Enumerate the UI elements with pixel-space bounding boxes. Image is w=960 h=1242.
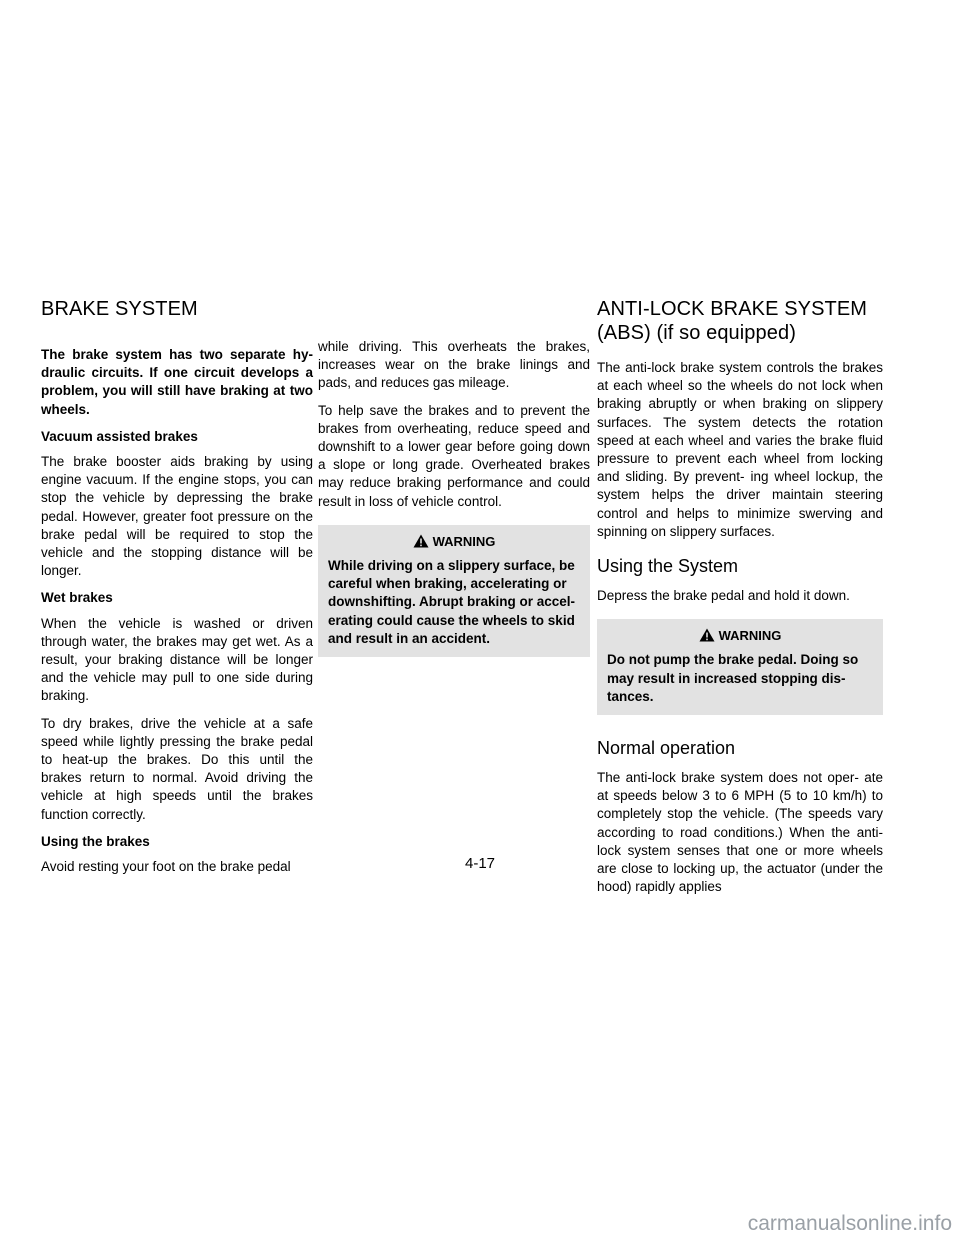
warning-triangle-icon [413, 534, 429, 548]
warning-text: While driving on a slippery surface, be careful when braking, accelerating or downshifting. Abrupt braking or accel- erating could cause the wheels to skid and result in an accident. [328, 558, 576, 646]
paragraph-wet-brakes: When the vehicle is washed or driven through water, the brakes may get wet. As a result, your braking distance will be longer and the vehicle may pull to one side during braking. [41, 615, 313, 704]
paragraph-normal-operation: The anti-lock brake system does not oper- ate at speeds below 3 to 6 MPH (5 to 10 km/h) to completely stop the vehicle. (The speeds vary according to road conditions.) When the anti-lock system senses that one or more wheels are close to locking up, the actuator (under the hood) rapidly applies [597, 770, 883, 895]
warning-triangle-icon [699, 628, 715, 642]
heading-wet-brakes: Wet brakes [41, 590, 113, 606]
subheading-using-the-system: Using the System [597, 556, 739, 577]
watermark: carmanualsonline.info [747, 1212, 952, 1235]
section-title-abs: ANTI-LOCK BRAKE SYSTEM (ABS) (if so equipped) [597, 298, 868, 344]
warning-header [328, 533, 580, 551]
paragraph-brake-booster: The brake booster aids braking by using engine vacuum. If the engine stops, you can stop the vehicle by depressing the brake pedal. However, greater foot pressure on the brake pedal will be required to stop the vehicle and the stopping distance will be longer. [41, 454, 313, 579]
intro-paragraph: The brake system has two separate hy- draulic circuits. If one circuit develops a problem, you will still have braking at two wheels. [41, 347, 313, 417]
page-number: 4-17 [464, 855, 496, 872]
warning-box-slippery [318, 525, 590, 657]
heading-vacuum-assisted-brakes: Vacuum assisted brakes [41, 428, 198, 444]
heading-using-the-brakes: Using the brakes [41, 833, 150, 849]
warning-text: Do not pump the brake pedal. Doing so may result in increased stopping dis- tances. [607, 652, 859, 704]
column-brake-continued [318, 338, 590, 669]
warning-label: WARNING [718, 628, 782, 644]
paragraph-using-brakes: Avoid resting your foot on the brake pedal [41, 859, 291, 875]
section-title-brake-system: BRAKE SYSTEM [41, 298, 198, 320]
paragraph-dry-brakes: To dry brakes, drive the vehicle at a safe speed while lightly pressing the brake pedal to heat-up the brakes. Do this until the brakes return to normal. Avoid driving the vehicle at high speeds until the brakes function correctly. [41, 715, 313, 822]
column-brake-system [41, 297, 313, 885]
warning-label: WARNING [432, 533, 496, 549]
paragraph-overheating: while driving. This overheats the brakes, increases wear on the brake linings and pads, and reduces gas mileage. [318, 339, 590, 391]
subheading-normal-operation: Normal operation [597, 738, 736, 759]
paragraph-depress-pedal: Depress the brake pedal and hold it down. [597, 588, 850, 604]
paragraph-save-brakes: To help save the brakes and to prevent the brakes from overheating, reduce speed and downshift to a lower gear before going down a slope or long grade. Overheated brakes may reduce braking performance and could result in loss of vehicle control. [318, 402, 590, 509]
warning-header [607, 627, 873, 645]
paragraph-abs-intro: The anti-lock brake system controls the brakes at each wheel so the wheels do not lock when braking abruptly or when braking on slippery surfaces. The system detects the rotation speed at each wheel and varies the brake fluid pressure to prevent each wheel from locking and sliding. By prevent- ing wheel lockup, the system helps the driver maintain steering control and helps to minimize swerving and spinning on slippery surfaces. [597, 360, 883, 539]
warning-box-pump [597, 619, 883, 715]
column-abs [597, 297, 883, 905]
